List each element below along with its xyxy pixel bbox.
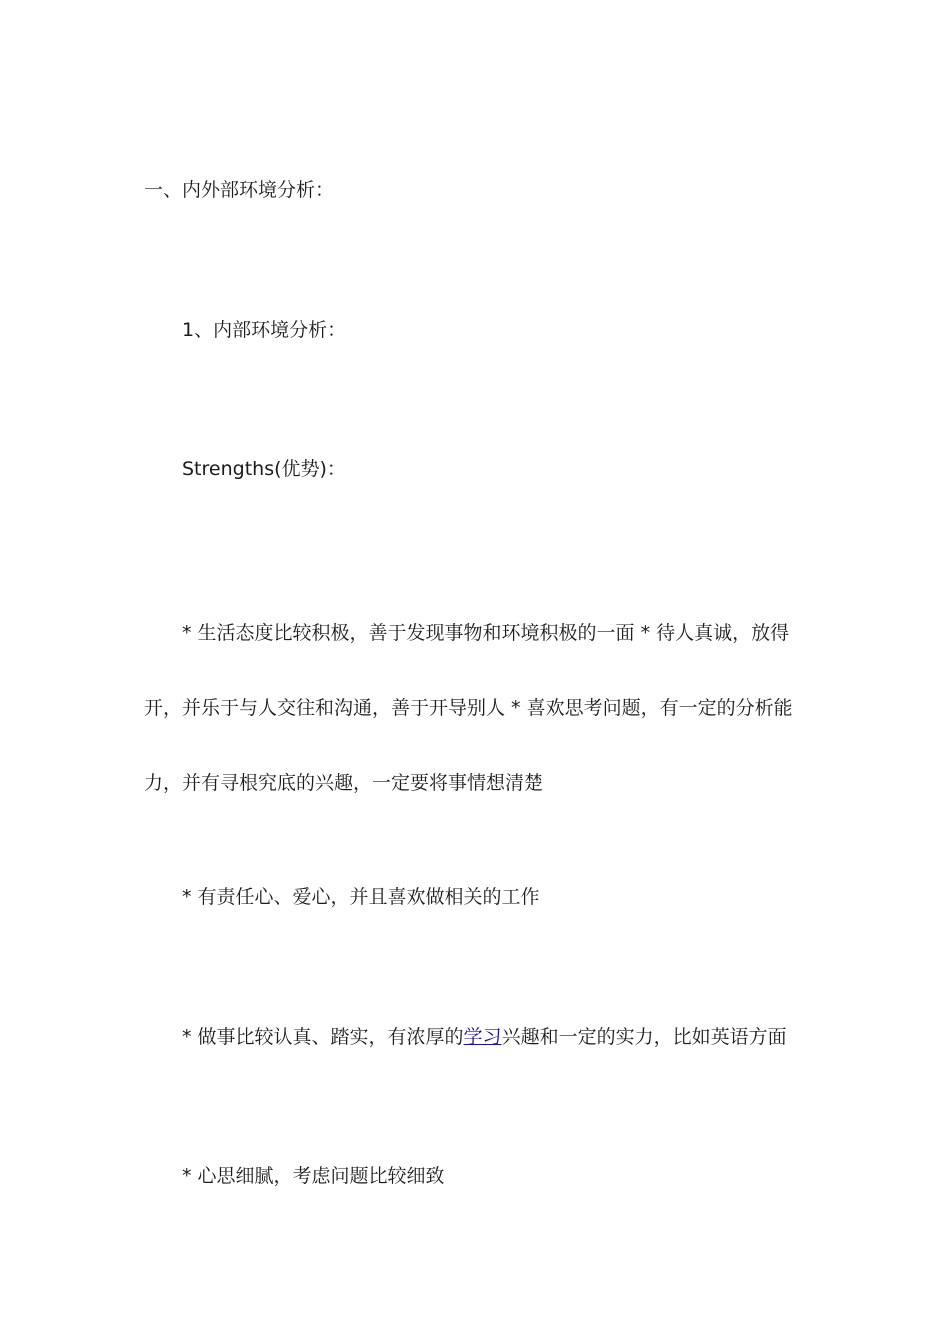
strengths-heading: Strengths(优势)： bbox=[182, 458, 346, 480]
list-item-diligent-text-after: 兴趣和一定的实力，比如英语方面 bbox=[501, 1026, 787, 1048]
strengths-paragraph: * 生活态度比较积极，善于发现事物和环境积极的一面 * 待人真诚，放得开，并乐于与人交往和沟通，善于开导别人 * 喜欢思考问题，有一定的分析能力，并有寻根究底的兴趣，一定要将事情想清楚 bbox=[144, 622, 793, 794]
section-heading: 一、内外部环境分析： bbox=[144, 179, 335, 201]
subsection-heading: 1、内部环境分析： bbox=[182, 319, 347, 341]
list-item-diligent-text-before: * 做事比较认真、踏实，有浓厚的 bbox=[182, 1026, 464, 1048]
list-item-diligent bbox=[182, 1025, 787, 1049]
study-link[interactable]: 学习 bbox=[463, 1026, 502, 1048]
list-item-responsibility: * 有责任心、爱心，并且喜欢做相关的工作 bbox=[182, 886, 540, 908]
list-item-careful: * 心思细腻，考虑问题比较细致 bbox=[182, 1165, 445, 1187]
